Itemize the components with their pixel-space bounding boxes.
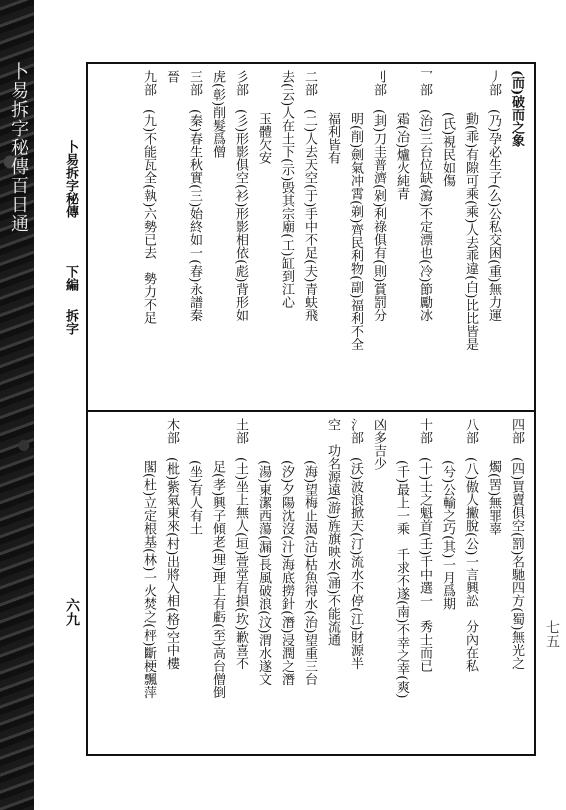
text-column: 動(乖)有隙可乘(乘)人去乖違(白)比比皆是 <box>463 112 478 351</box>
text-column: (氏)視民如傷 <box>440 112 455 188</box>
text-column: 空 功名源遠(游)旌旗映水(涌)不能流通 <box>325 418 340 647</box>
text-column: 霜(冶)爐火純青 <box>394 112 409 201</box>
text-column: (湯)東潔西蕩(漏)長風破浪(汶)渭水遂文 <box>256 460 271 686</box>
text-column: 足(孝)興子傾老(埋)理上有虧(至)高台僧倒 <box>210 460 225 699</box>
text-column: 氵部 (沃)波浪掀天(汀)流水不停(江)財源半 <box>348 418 363 670</box>
text-column: (坐)有人有土 <box>187 460 202 536</box>
text-column: (兮)公輸之巧(其)一月爲期 <box>440 460 455 611</box>
section-divider <box>86 410 536 412</box>
text-column: 木部 (枇)紫氣東來(村)出將入相(格)空中樓 <box>164 418 179 670</box>
text-column: 刂部 (刲)刀圭普濟(剁)利祿俱有(則)賞罰分 <box>371 70 386 322</box>
text-column: 土部 (土)坐上無人(垣)萱堂有損(坎)歉喜不 <box>233 418 248 670</box>
volume-label: 下編 <box>63 264 78 291</box>
text-column: (海)望梅止渴(沽)枯魚得水(治)望重三台 <box>302 460 317 686</box>
text-column: (而)破而之象 <box>509 70 524 148</box>
decorative-spine <box>0 0 34 810</box>
text-column: 十部 (十)士之魁首(壬)千中選一 秀士而已 <box>417 418 432 673</box>
text-column: 虎(彰)削髮爲僧 <box>210 70 225 159</box>
margin-column <box>58 140 82 335</box>
book-title: 卜易拆字秘傳 <box>63 140 78 218</box>
text-column: 玉體欠安 <box>256 112 271 164</box>
text-column: 晉 <box>164 70 179 83</box>
text-column: 燭(罟)無罪辜 <box>486 460 501 536</box>
page-number: 六九 <box>64 598 80 626</box>
text-column: 乛部 (治)三台位缺(瀉)不定漂也(冷)節勵冰 <box>417 70 432 322</box>
text-column: 凶多吉少 <box>371 418 386 470</box>
outer-page-number: 七五 <box>544 620 560 648</box>
text-column: (汐)夕陽沈沒(汁)海底撈針(潛)浸潤之潛 <box>279 460 294 686</box>
text-column: 八部 (八)傲人撇脫(公)一言興訟 分內在私 <box>463 418 478 673</box>
text-column: 去(云)人在土下(示)毁其宗廟(工)缸到江心 <box>279 70 294 309</box>
text-column: 彡部 (彡)形影俱空(衫)形影相依(彪)背形如 <box>233 70 248 322</box>
section-label: 拆字 <box>63 309 78 336</box>
bottom-text-panel <box>94 418 528 750</box>
top-text-panel <box>94 70 528 406</box>
text-column: 二部 (二)人去天空(于)手中不足(夫)青蚨飛 <box>302 70 317 322</box>
text-column: 閣(杜)立定根基(林)一火焚之(枰)斷梗飄萍 <box>141 460 156 699</box>
text-column: 福利皆有 <box>325 112 340 164</box>
text-column: 九部 (九)不能瓦全(執)六勢已去 勢力不足 <box>141 70 156 325</box>
spine-title: 卜易拆字秘傳百日通 <box>8 62 29 233</box>
text-column: 四部 (四)買賣俱空(罰)名馳四方(蜀)無光之 <box>509 418 524 670</box>
text-column: 丿部 (乃)孕必生子(么)公私交困(重)無力運 <box>486 70 501 322</box>
text-column: 三部 (秦)春生秋實(三)始終如一(春)永譜秦 <box>187 70 202 322</box>
text-column: (千)最上一乘 千求不遂(南)不幸之幸(爽) <box>394 460 409 699</box>
text-column: 明(削)劍氣冲霄(剃)齊民利物(副)福利不全 <box>348 112 363 351</box>
